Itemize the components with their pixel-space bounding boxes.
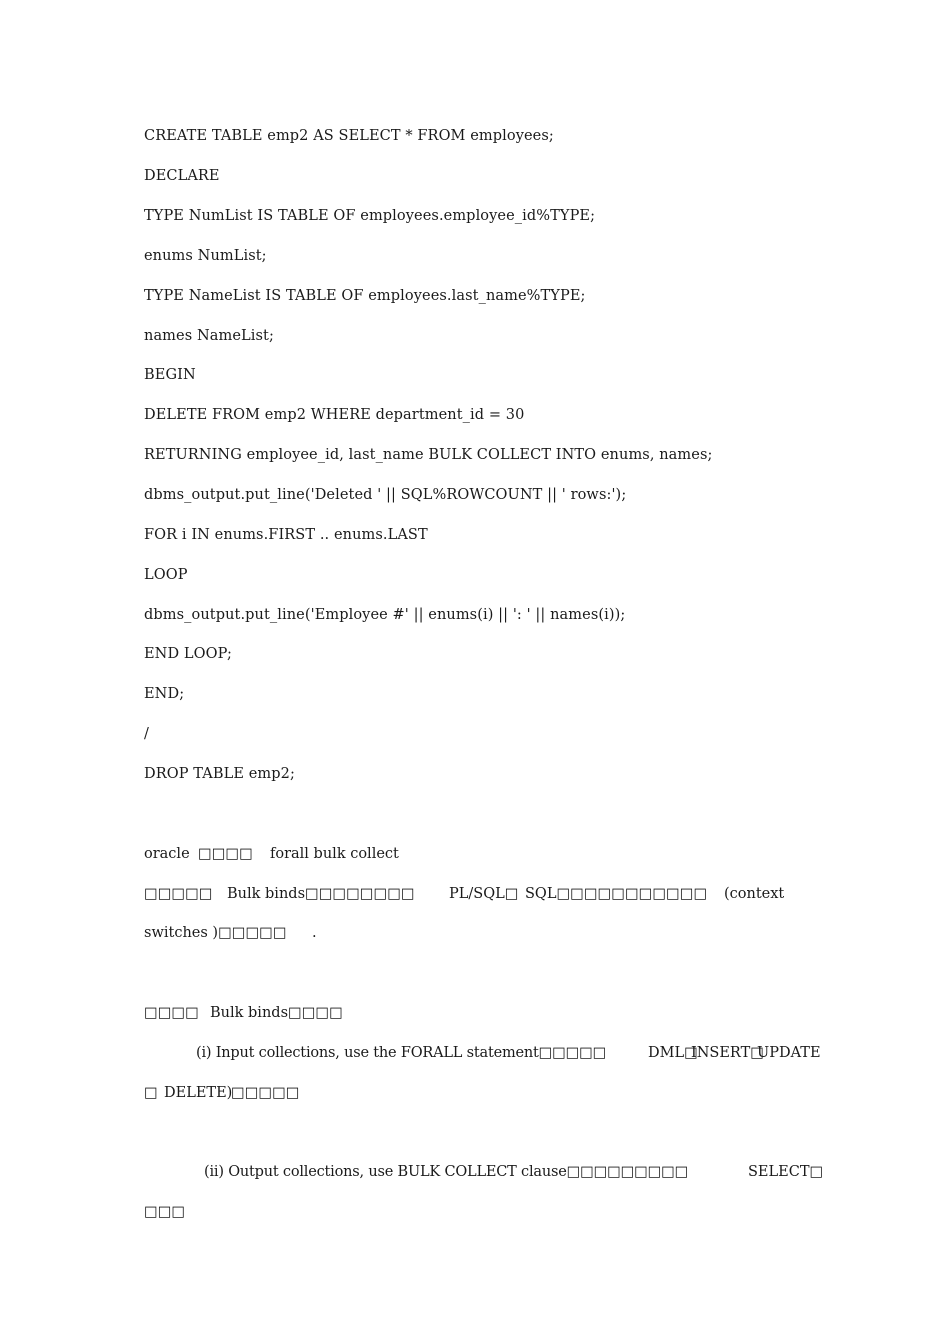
code-line: RETURNING employee_id, last_name BULK COLLECT INTO enums, names; (144, 447, 713, 463)
text-segment: DML□ (648, 1045, 698, 1061)
code-line: DELETE FROM emp2 WHERE department_id = 30 (144, 407, 525, 423)
text-segment: □□□□□ (144, 886, 213, 902)
text-segment: DELETE) (164, 1085, 233, 1101)
text-segment: □□□□□ (231, 1085, 300, 1101)
code-line: dbms_output.put_line('Employee #' || enums(i) || ': ' || names(i)); (144, 607, 626, 623)
code-line: dbms_output.put_line('Deleted ' || SQL%ROWCOUNT || ' rows:'); (144, 487, 627, 503)
code-line: END; (144, 686, 185, 702)
code-line: END LOOP; (144, 646, 232, 662)
text-segment: □ (144, 1085, 158, 1101)
text-segment: □□□□ (144, 1005, 199, 1021)
text-segment: SQL□□□□□□□□□□□ (525, 886, 708, 902)
text-segment: SELECT□ (748, 1164, 824, 1180)
text-segment: switches )□□□□□ (144, 925, 287, 941)
text-segment: □□□□ (198, 846, 253, 862)
code-line: FOR i IN enums.FIRST .. enums.LAST (144, 527, 428, 543)
code-line: BEGIN (144, 367, 196, 383)
text-segment: □□□ (144, 1204, 186, 1220)
text-segment: UPDATE (757, 1045, 821, 1061)
text-segment: Bulk binds□□□□ (210, 1005, 343, 1021)
code-line: names NameList; (144, 328, 274, 344)
code-line: DROP TABLE emp2; (144, 766, 295, 782)
text-segment: INSERT□ (691, 1045, 764, 1061)
code-line: enums NumList; (144, 248, 267, 264)
code-line: LOOP (144, 567, 188, 583)
code-line: CREATE TABLE emp2 AS SELECT * FROM employees; (144, 128, 554, 144)
text-segment: PL/SQL□ (449, 886, 519, 902)
text-segment: (ii) Output collections, use BULK COLLECT clause□□□□□□□□□ (204, 1164, 689, 1180)
text-segment: forall bulk collect (270, 846, 399, 862)
text-segment: . (312, 925, 317, 941)
text-segment: (i) Input collections, use the FORALL statement□□□□□ (196, 1045, 607, 1061)
text-segment: Bulk binds□□□□□□□□ (227, 886, 415, 902)
code-line: DECLARE (144, 168, 220, 184)
code-line: TYPE NumList IS TABLE OF employees.employee_id%TYPE; (144, 208, 596, 224)
text-segment: (context (724, 886, 785, 902)
code-line: / (144, 726, 149, 742)
code-line: TYPE NameList IS TABLE OF employees.last_name%TYPE; (144, 288, 586, 304)
text-segment: oracle (144, 846, 190, 862)
